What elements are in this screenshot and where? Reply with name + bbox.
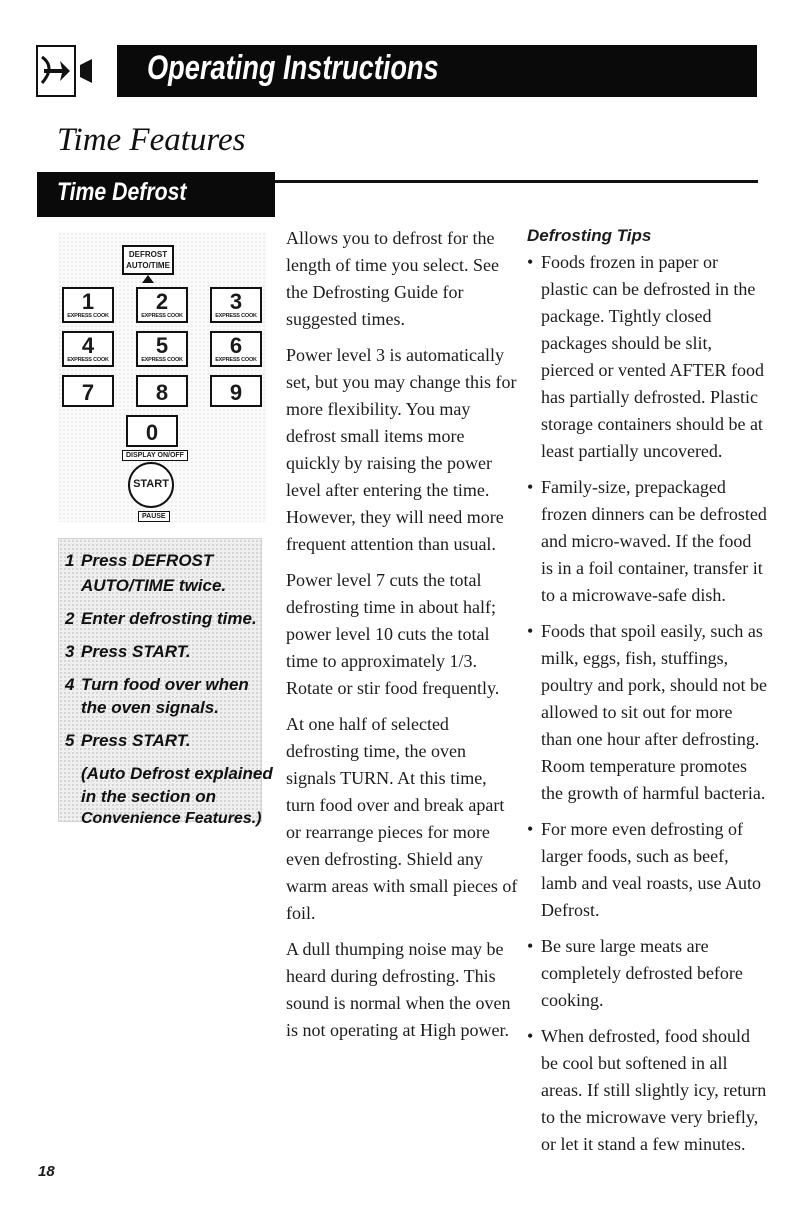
key-1-number: 1: [81, 289, 95, 314]
tip-text: When defrosted, food should be cool but softened in all areas. If still slightly icy, return to the microwave very briefly, or let it stand a few minutes.: [541, 1026, 767, 1154]
tips-title: Defrosting Tips: [527, 226, 652, 245]
display-on-off-label: DISPLAY ON/OFF: [122, 450, 188, 461]
key-1-label: EXPRESS COOK: [67, 313, 109, 319]
step-number: 4: [65, 675, 75, 694]
step-3: [65, 642, 191, 662]
note-line-3: [81, 810, 262, 828]
start-label: START: [133, 478, 169, 490]
key-8-number: 8: [155, 380, 169, 405]
note-text: (Auto Defrost explained: [81, 764, 273, 783]
section-rule: [275, 180, 758, 183]
note-line-1: [81, 764, 273, 784]
note-text: in the section on: [81, 787, 217, 806]
step-4: [65, 675, 249, 695]
bullet-icon: •: [527, 621, 534, 641]
key-0-number: 0: [145, 420, 159, 445]
key-6-number: 6: [229, 333, 243, 358]
section-header: [37, 172, 275, 217]
body-paragraph: Power level 7 cuts the total defrosting time in about half; power level 10 cuts the total time to approximately 1/3. Rotate or stir food frequently.: [286, 570, 500, 698]
body-paragraph: Allows you to defrost for the length of time you select. See the Defrosting Guide for suggested times.: [286, 228, 499, 329]
key-5-number: 5: [155, 333, 169, 358]
step-4-cont: [81, 698, 219, 718]
step-number: 1: [65, 551, 75, 570]
key-9: [210, 375, 262, 407]
bullet-icon: •: [527, 252, 534, 272]
step-2: [65, 609, 257, 629]
pointer-arrow-icon: [142, 275, 154, 283]
tip-item: [527, 618, 767, 807]
start-button-graphic: [128, 462, 174, 508]
key-5: [136, 331, 188, 367]
step-text: Enter defrosting time.: [81, 609, 257, 628]
tip-text: Foods frozen in paper or plastic can be defrosted in the package. Tightly closed packages should be slit, pierced or vented AFTER food has partially defrosted. Plastic storage containers should be at least partially uncovered.: [541, 252, 764, 461]
bullet-icon: •: [527, 819, 534, 839]
key-3: [210, 287, 262, 323]
defrost-key-line2: AUTO/TIME: [126, 261, 170, 270]
tip-item: [527, 933, 767, 1014]
tip-text: Be sure large meats are completely defrosted before cooking.: [541, 936, 743, 1010]
tip-text: Family-size, prepackaged frozen dinners can be defrosted and micro-waved. If the food is in a foil container, transfer it to a microwave-safe dish.: [541, 477, 767, 605]
bullet-icon: •: [527, 1026, 534, 1046]
tip-item: [527, 474, 767, 609]
step-1-cont: [81, 576, 226, 596]
pause-label: PAUSE: [138, 511, 170, 522]
steps-box: [58, 538, 273, 827]
note-text: Convenience Features.): [81, 810, 262, 827]
key-5-label: EXPRESS COOK: [141, 357, 183, 363]
microwave-tab-icon: [36, 45, 94, 97]
key-0: [126, 415, 178, 447]
body-column: [286, 225, 518, 1053]
defrost-key-line1: DEFROST: [128, 250, 168, 259]
step-number: 2: [65, 609, 75, 628]
tip-item: [527, 1023, 767, 1158]
step-1: [65, 551, 213, 571]
step-text: Press DEFROST: [81, 551, 214, 570]
body-paragraph: A dull thumping noise may be heard during defrosting. This sound is normal when the oven is not operating at High power.: [286, 939, 511, 1040]
step-number: 3: [65, 642, 75, 661]
page-subtitle: Time Features: [57, 122, 246, 158]
body-paragraph: At one half of selected defrosting time, the oven signals TURN. At this time, turn food over and break apart or rearrange pieces for more even defrosting. Shield any warm areas with small pieces of foil.: [286, 714, 518, 923]
key-2-label: EXPRESS COOK: [141, 313, 183, 319]
note-line-2: [81, 787, 216, 807]
step-number: 5: [65, 731, 75, 750]
tips-column: [527, 225, 767, 1167]
bullet-icon: •: [527, 936, 534, 956]
step-text: the oven signals.: [81, 698, 219, 717]
key-2-number: 2: [155, 289, 169, 314]
header-bar: [117, 45, 757, 97]
bullet-icon: •: [527, 477, 534, 497]
step-text: Press START.: [81, 642, 191, 661]
key-8: [136, 375, 188, 407]
step-5: [65, 731, 191, 751]
keypad-illustration: [58, 232, 266, 522]
step-text: Turn food over when: [81, 675, 249, 694]
tip-item: [527, 249, 767, 465]
section-title: Time Defrost: [57, 178, 187, 206]
step-text: Press START.: [81, 731, 191, 750]
key-4-number: 4: [81, 333, 95, 358]
key-9-number: 9: [229, 380, 243, 405]
key-6-label: EXPRESS COOK: [215, 357, 257, 363]
key-2: [136, 287, 188, 323]
page-title: Operating Instructions: [147, 49, 439, 87]
defrost-auto-time-key: [122, 245, 174, 275]
tip-text: For more even defrosting of larger foods, such as beef, lamb and veal roasts, use Auto Defrost.: [541, 819, 761, 920]
step-text: AUTO/TIME twice.: [81, 576, 227, 595]
key-4-label: EXPRESS COOK: [67, 357, 109, 363]
key-3-number: 3: [229, 289, 243, 314]
key-4: [62, 331, 114, 367]
key-1: [62, 287, 114, 323]
key-6: [210, 331, 262, 367]
page-number: 18: [38, 1163, 55, 1180]
key-7-number: 7: [81, 380, 95, 405]
key-3-label: EXPRESS COOK: [215, 313, 257, 319]
body-paragraph: Power level 3 is automatically set, but you may change this for more flexibility. You may defrost small items more quickly by raising the power level after entering the time. However, they will need more frequent attention than usual.: [286, 345, 517, 554]
key-7: [62, 375, 114, 407]
tip-item: [527, 816, 767, 924]
tip-text: Foods that spoil easily, such as milk, eggs, fish, stuffings, poultry and pork, should not be allowed to sit out for more than one hour after defrosting. Room temperature promotes the growth of harmful bacteria.: [541, 621, 767, 803]
